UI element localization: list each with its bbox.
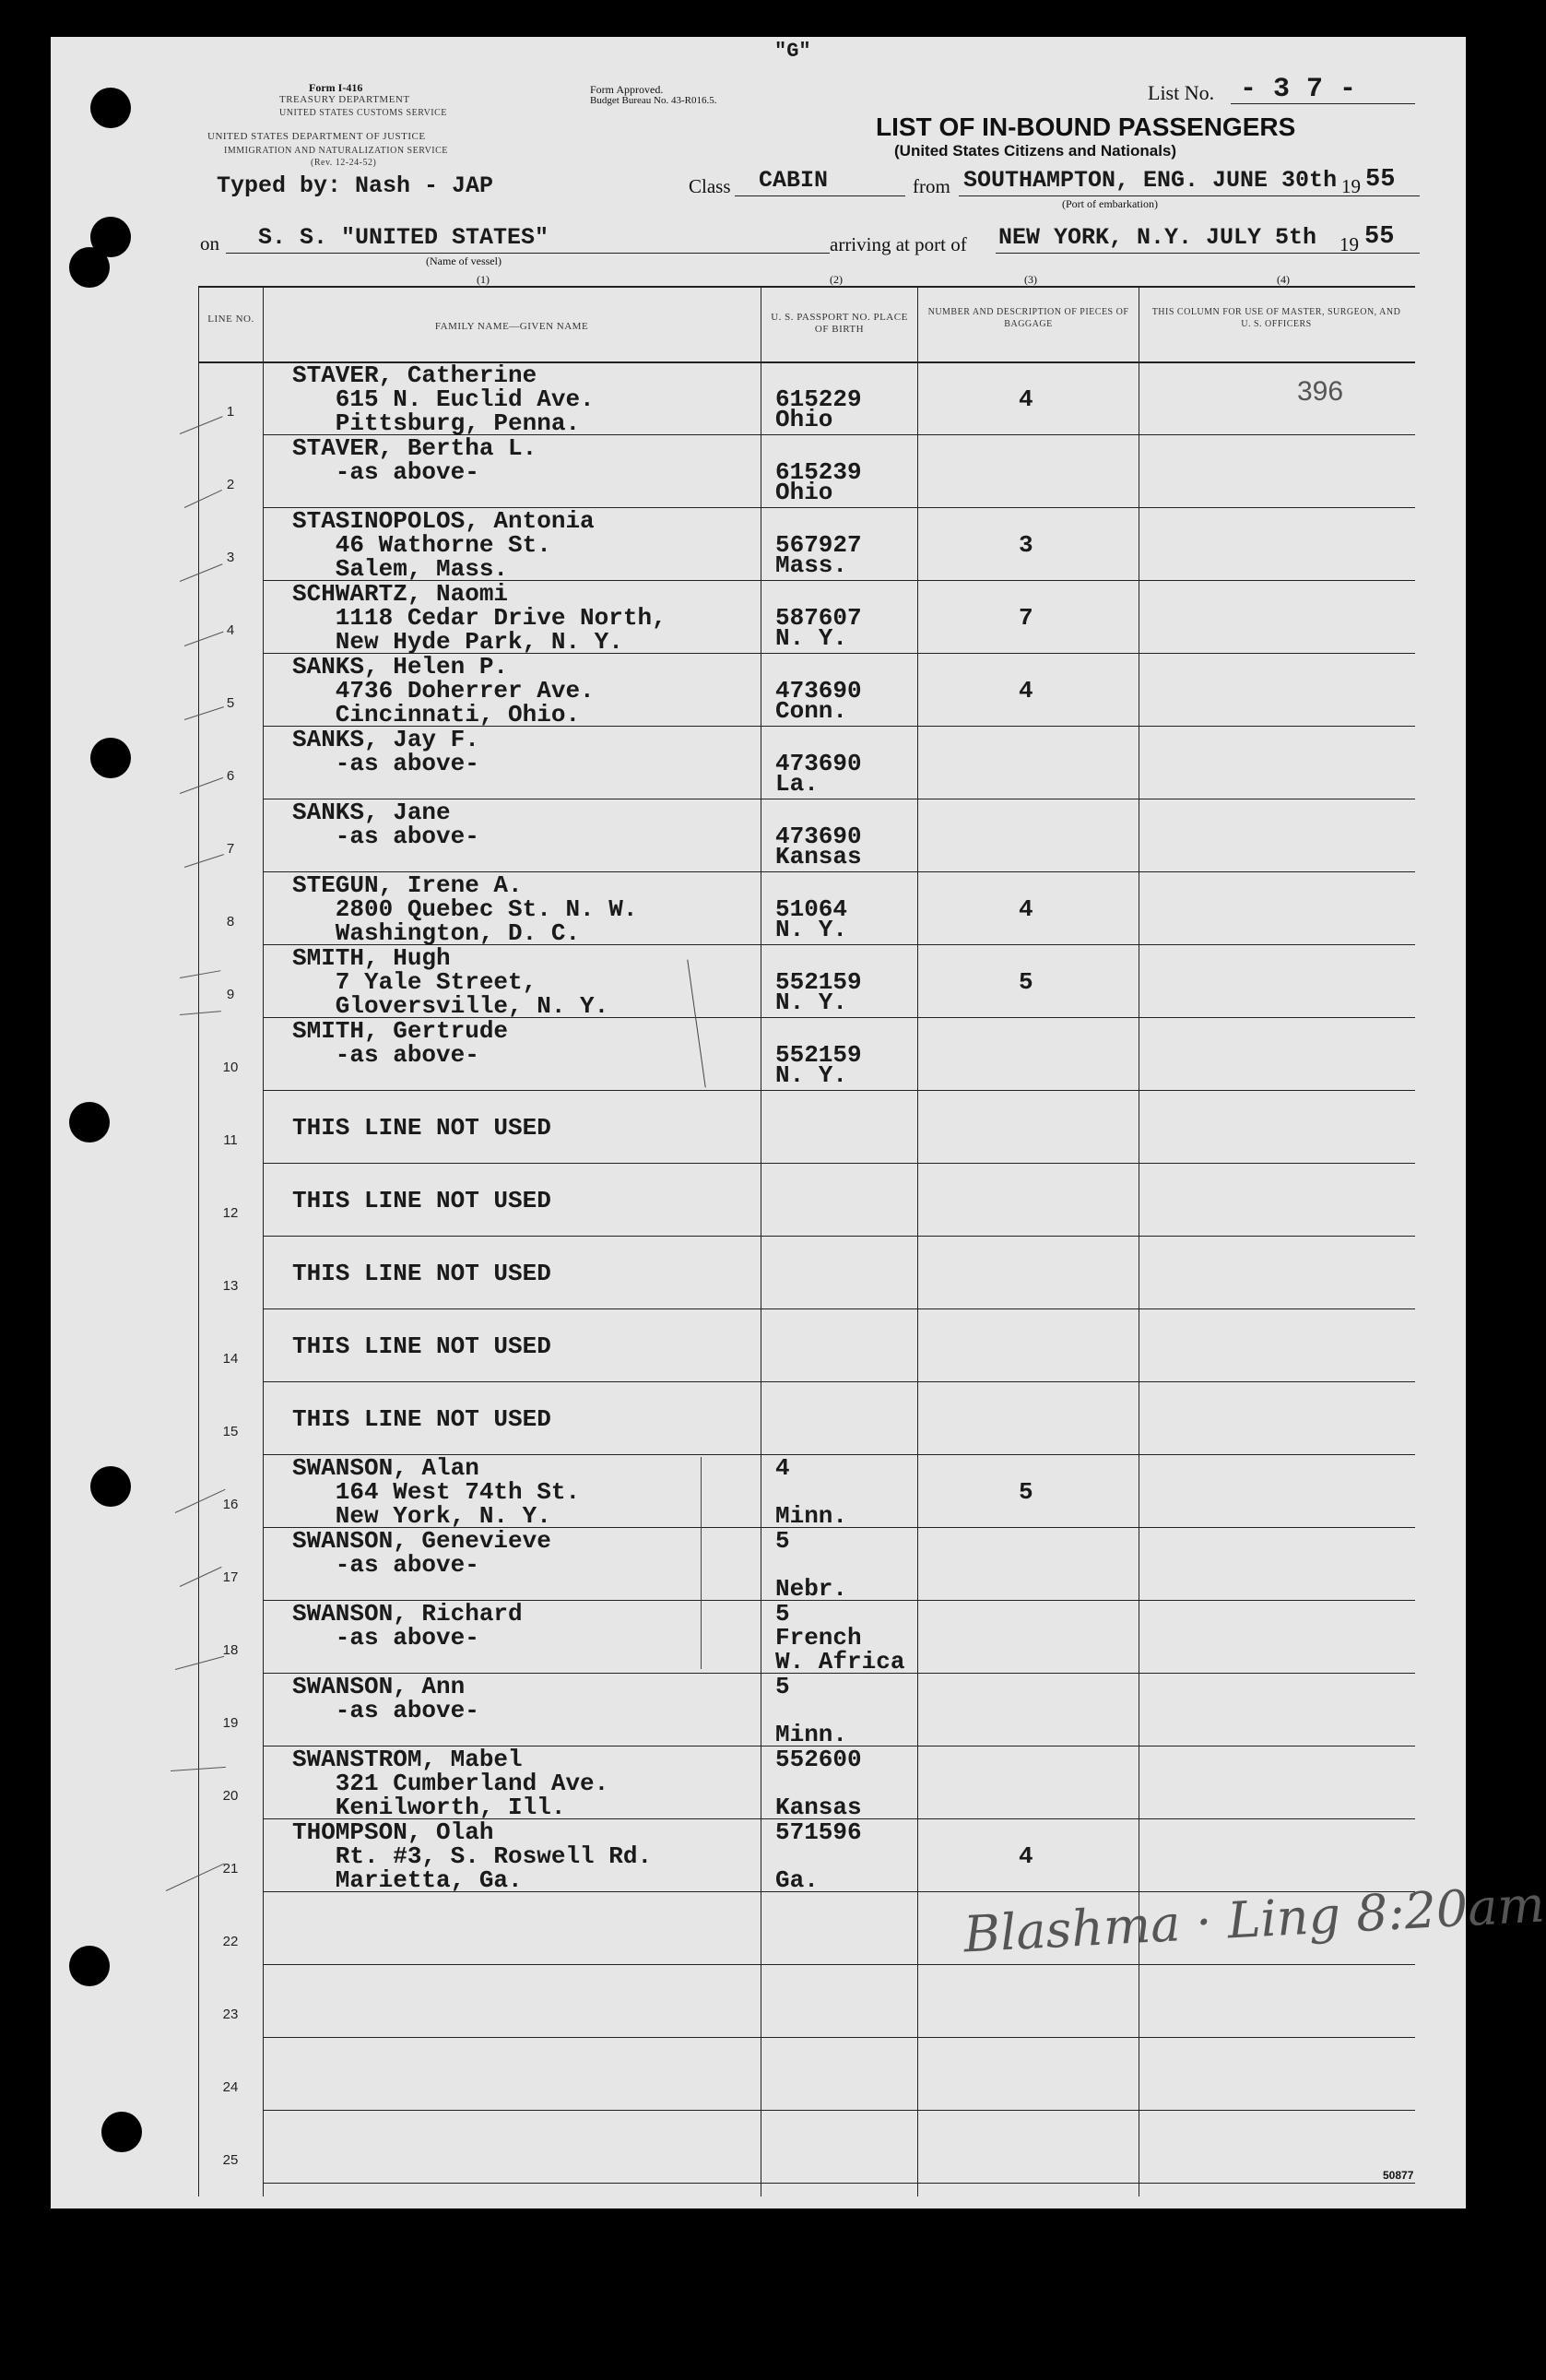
handwritten-signature: Blashma · Ling 8:20am <box>962 1875 1546 1964</box>
row-rule <box>263 1308 1415 1309</box>
passenger-address: -as above- <box>292 823 479 850</box>
footer-code: 50877 <box>1383 2169 1414 2182</box>
punch-hole <box>69 1946 110 1986</box>
line-number: 5 <box>226 695 235 711</box>
class-label: Class <box>689 175 731 197</box>
passenger-address: New York, N. Y. <box>292 1502 551 1530</box>
passenger-name: THOMPSON, Olah <box>292 1818 494 1846</box>
pencil-stroke <box>701 1457 702 1669</box>
baggage-count: 3 <box>1019 531 1033 559</box>
passenger-name: STAVER, Bertha L. <box>292 434 537 462</box>
list-no-underline <box>1231 103 1415 104</box>
row-rule <box>263 1090 1415 1091</box>
place-of-birth: Ohio <box>775 479 833 506</box>
typed-by: Typed by: Nash - JAP <box>217 172 494 199</box>
place-of-birth: Minn. <box>775 1502 848 1530</box>
from-year-prefix: 19 <box>1341 175 1361 197</box>
form-approved: Form Approved. <box>590 83 664 96</box>
place-of-birth: W. Africa <box>775 1648 905 1675</box>
passenger-address: Marietta, Ga. <box>292 1866 523 1894</box>
header-line-no: LINE NO. <box>207 314 254 325</box>
line-number: 12 <box>222 1205 239 1221</box>
place-of-birth: Minn. <box>775 1721 848 1748</box>
passenger-name: SANKS, Jane <box>292 799 451 826</box>
line-number: 8 <box>226 914 235 930</box>
passenger-address: -as above- <box>292 1041 479 1069</box>
vessel-caption: (Name of vessel) <box>426 255 502 267</box>
form-number: Form I-416 <box>309 81 363 94</box>
passenger-address: 46 Wathorne St. <box>292 531 551 559</box>
place-of-birth: La. <box>775 770 819 798</box>
passenger-address: Cincinnati, Ohio. <box>292 701 581 728</box>
margin-tick <box>184 490 222 508</box>
passenger-name: STASINOPOLOS, Antonia <box>292 507 595 535</box>
place-of-birth: Mass. <box>775 551 848 579</box>
passenger-name: THIS LINE NOT USED <box>292 1260 551 1287</box>
header-officers: THIS COLUMN FOR USE OF MASTER, SURGEON, AND U. S. OFFICERS <box>1151 307 1401 329</box>
baggage-count: 7 <box>1019 604 1033 632</box>
passenger-address: -as above- <box>292 1551 479 1579</box>
line-number: 15 <box>222 1424 239 1439</box>
vessel-name: S. S. "UNITED STATES" <box>258 224 549 251</box>
baggage-count: 4 <box>1019 895 1033 923</box>
list-no-value: - 3 7 - <box>1240 74 1357 105</box>
line-number: 23 <box>222 2007 239 2022</box>
row-rule <box>263 1236 1415 1237</box>
list-no-label: List No. <box>1148 81 1215 104</box>
row-rule <box>263 2110 1415 2111</box>
place-of-birth: N. Y. <box>775 916 848 943</box>
line-number: 11 <box>223 1132 238 1148</box>
passenger-name: STEGUN, Irene A. <box>292 871 523 899</box>
passport-number: 552600 <box>775 1746 862 1773</box>
line-number: 1 <box>226 404 235 420</box>
line-number: 10 <box>222 1060 239 1075</box>
officer-note: 396 <box>1297 376 1344 407</box>
passport-number: 5 <box>775 1527 790 1555</box>
passport-number: 4 <box>775 1454 790 1482</box>
col-num-2: (2) <box>830 273 843 286</box>
margin-tick <box>175 1656 224 1670</box>
place-of-birth: N. Y. <box>775 989 848 1016</box>
margin-tick <box>180 970 220 978</box>
col-line-divider <box>263 286 264 2196</box>
vessel-underline <box>226 253 830 254</box>
punch-hole <box>90 88 131 128</box>
passenger-address: -as above- <box>292 1624 479 1652</box>
punch-hole <box>90 738 131 778</box>
line-number: 9 <box>226 987 235 1002</box>
passport-number: 552159 <box>775 968 862 996</box>
from-underline <box>959 195 1420 196</box>
passenger-name: SANKS, Helen P. <box>292 653 509 681</box>
line-number: 24 <box>222 2079 239 2095</box>
place-of-birth: Nebr. <box>775 1575 848 1603</box>
place-of-birth: Ga. <box>775 1866 819 1894</box>
col-passport-divider <box>917 286 918 2196</box>
baggage-count: 4 <box>1019 385 1033 413</box>
dept-line1: TREASURY DEPARTMENT <box>279 94 410 105</box>
line-number: 4 <box>226 622 235 638</box>
passenger-name: THIS LINE NOT USED <box>292 1332 551 1360</box>
margin-tick <box>166 1863 225 1890</box>
on-label: on <box>200 232 219 255</box>
row-rule <box>263 2037 1415 2038</box>
pencil-stroke <box>687 960 705 1088</box>
passport-number: 615239 <box>775 458 862 486</box>
budget-bureau: Budget Bureau No. 43-R016.5. <box>590 95 717 106</box>
passenger-address: -as above- <box>292 1697 479 1724</box>
line-number: 6 <box>226 768 235 784</box>
manifest-page <box>51 37 1546 2208</box>
margin-tick <box>180 777 223 794</box>
line-number: 3 <box>226 550 235 565</box>
justice-line2: IMMIGRATION AND NATURALIZATION SERVICE <box>224 146 448 156</box>
place-of-birth: N. Y. <box>775 1061 848 1089</box>
passenger-name: SCHWARTZ, Naomi <box>292 580 509 608</box>
class-value: CABIN <box>759 167 829 194</box>
place-of-birth: Ohio <box>775 406 833 433</box>
passenger-address: -as above- <box>292 750 479 777</box>
line-number: 16 <box>222 1497 239 1512</box>
place-of-birth: N. Y. <box>775 624 848 652</box>
page-title: LIST OF IN-BOUND PASSENGERS <box>876 112 1296 141</box>
row-rule <box>263 1381 1415 1382</box>
punch-hole <box>90 1466 131 1507</box>
passenger-address: Rt. #3, S. Roswell Rd. <box>292 1842 653 1870</box>
line-number: 25 <box>222 2152 239 2168</box>
col-num-3: (3) <box>1024 273 1037 286</box>
passenger-name: SWANSON, Ann <box>292 1673 466 1700</box>
passenger-name: SWANSTROM, Mabel <box>292 1746 523 1773</box>
punch-hole <box>69 247 110 288</box>
from-label: from <box>913 175 950 197</box>
table-top-rule <box>198 286 1415 288</box>
baggage-count: 4 <box>1019 1842 1033 1870</box>
passport-number: 587607 <box>775 604 862 632</box>
passenger-name: SANKS, Jay F. <box>292 726 479 753</box>
passenger-address: 1118 Cedar Drive North, <box>292 604 667 632</box>
arrival-value: NEW YORK, N.Y. JULY 5th <box>998 224 1317 251</box>
passport-number: 51064 <box>775 895 848 923</box>
passenger-address: 321 Cumberland Ave. <box>292 1770 609 1797</box>
passenger-name: SMITH, Gertrude <box>292 1017 509 1045</box>
line-number: 14 <box>222 1351 239 1367</box>
place-of-birth: Kansas <box>775 1794 862 1821</box>
line-number: 19 <box>222 1715 239 1731</box>
arrival-year: 55 <box>1364 223 1395 251</box>
passenger-name: THIS LINE NOT USED <box>292 1187 551 1214</box>
row-rule <box>263 2183 1415 2184</box>
place-of-birth: Kansas <box>775 843 862 870</box>
header-passport: U. S. PASSPORT NO. PLACE OF BIRTH <box>771 312 908 335</box>
page-subtitle: (United States Citizens and Nationals) <box>894 142 1177 160</box>
passenger-address: 7 Yale Street, <box>292 968 537 996</box>
from-year: 55 <box>1365 166 1396 194</box>
margin-tick <box>180 563 223 582</box>
arriving-label: arriving at port of <box>830 233 967 255</box>
baggage-count: 4 <box>1019 677 1033 705</box>
margin-tick <box>184 854 224 868</box>
line-number: 2 <box>226 477 235 492</box>
col-num-4: (4) <box>1277 273 1290 286</box>
passenger-name: SWANSON, Genevieve <box>292 1527 551 1555</box>
from-value: SOUTHAMPTON, ENG. JUNE 30th <box>963 167 1338 194</box>
dept-line2: UNITED STATES CUSTOMS SERVICE <box>279 108 447 118</box>
passport-number: 473690 <box>775 750 862 777</box>
arrival-year-prefix: 19 <box>1339 233 1359 255</box>
passenger-name: SMITH, Hugh <box>292 944 451 972</box>
passport-number: 615229 <box>775 385 862 413</box>
justice-line1: UNITED STATES DEPARTMENT OF JUSTICE <box>207 131 426 142</box>
baggage-count: 5 <box>1019 1478 1033 1506</box>
passenger-address: New Hyde Park, N. Y. <box>292 628 623 656</box>
port-caption: (Port of embarkation) <box>1062 197 1158 210</box>
passport-number: 552159 <box>775 1041 862 1069</box>
line-number: 22 <box>222 1934 239 1949</box>
passenger-address: Salem, Mass. <box>292 555 509 583</box>
passenger-name: SWANSON, Richard <box>292 1600 523 1628</box>
passenger-address: Kenilworth, Ill. <box>292 1794 566 1821</box>
passenger-address: 4736 Doherrer Ave. <box>292 677 595 705</box>
passenger-address: Pittsburg, Penna. <box>292 409 581 437</box>
baggage-count: 5 <box>1019 968 1033 996</box>
line-number: 20 <box>222 1788 239 1804</box>
passenger-name: SWANSON, Alan <box>292 1454 479 1482</box>
passport-number: 5 <box>775 1673 790 1700</box>
justice-line3: (Rev. 12-24-52) <box>311 158 377 168</box>
line-number: 7 <box>226 841 235 857</box>
passport-number: 5 <box>775 1600 790 1628</box>
passenger-name: THIS LINE NOT USED <box>292 1405 551 1433</box>
top-mark: "G" <box>774 40 811 63</box>
line-number: 21 <box>222 1861 239 1877</box>
place-of-birth: French <box>775 1624 862 1652</box>
passenger-address: 164 West 74th St. <box>292 1478 581 1506</box>
header-baggage: NUMBER AND DESCRIPTION OF PIECES OF BAGGAGE <box>927 307 1129 329</box>
passenger-address: -as above- <box>292 458 479 486</box>
passenger-name: STAVER, Catherine <box>292 361 537 389</box>
line-number: 17 <box>222 1569 239 1585</box>
row-rule <box>263 1964 1415 1965</box>
place-of-birth: Conn. <box>775 697 848 725</box>
punch-hole <box>101 2112 142 2152</box>
passenger-address: 2800 Quebec St. N. W. <box>292 895 638 923</box>
margin-tick <box>180 416 223 434</box>
header-name: FAMILY NAME—GIVEN NAME <box>434 321 589 332</box>
class-underline <box>735 195 905 196</box>
passenger-address: Washington, D. C. <box>292 919 581 947</box>
passport-number: 473690 <box>775 823 862 850</box>
margin-tick <box>180 1011 221 1015</box>
margin-tick <box>184 706 224 720</box>
punch-hole <box>69 1102 110 1143</box>
passport-number: 473690 <box>775 677 862 705</box>
margin-tick <box>184 632 224 646</box>
line-number: 18 <box>222 1642 239 1658</box>
line-number: 13 <box>222 1278 239 1294</box>
passenger-address: Gloversville, N. Y. <box>292 992 609 1020</box>
passport-number: 571596 <box>775 1818 862 1846</box>
arrival-underline <box>996 253 1420 254</box>
col-num-1: (1) <box>477 273 490 286</box>
passenger-name: THIS LINE NOT USED <box>292 1114 551 1142</box>
passenger-address: 615 N. Euclid Ave. <box>292 385 595 413</box>
passport-number: 567927 <box>775 531 862 559</box>
row-rule <box>263 1163 1415 1164</box>
